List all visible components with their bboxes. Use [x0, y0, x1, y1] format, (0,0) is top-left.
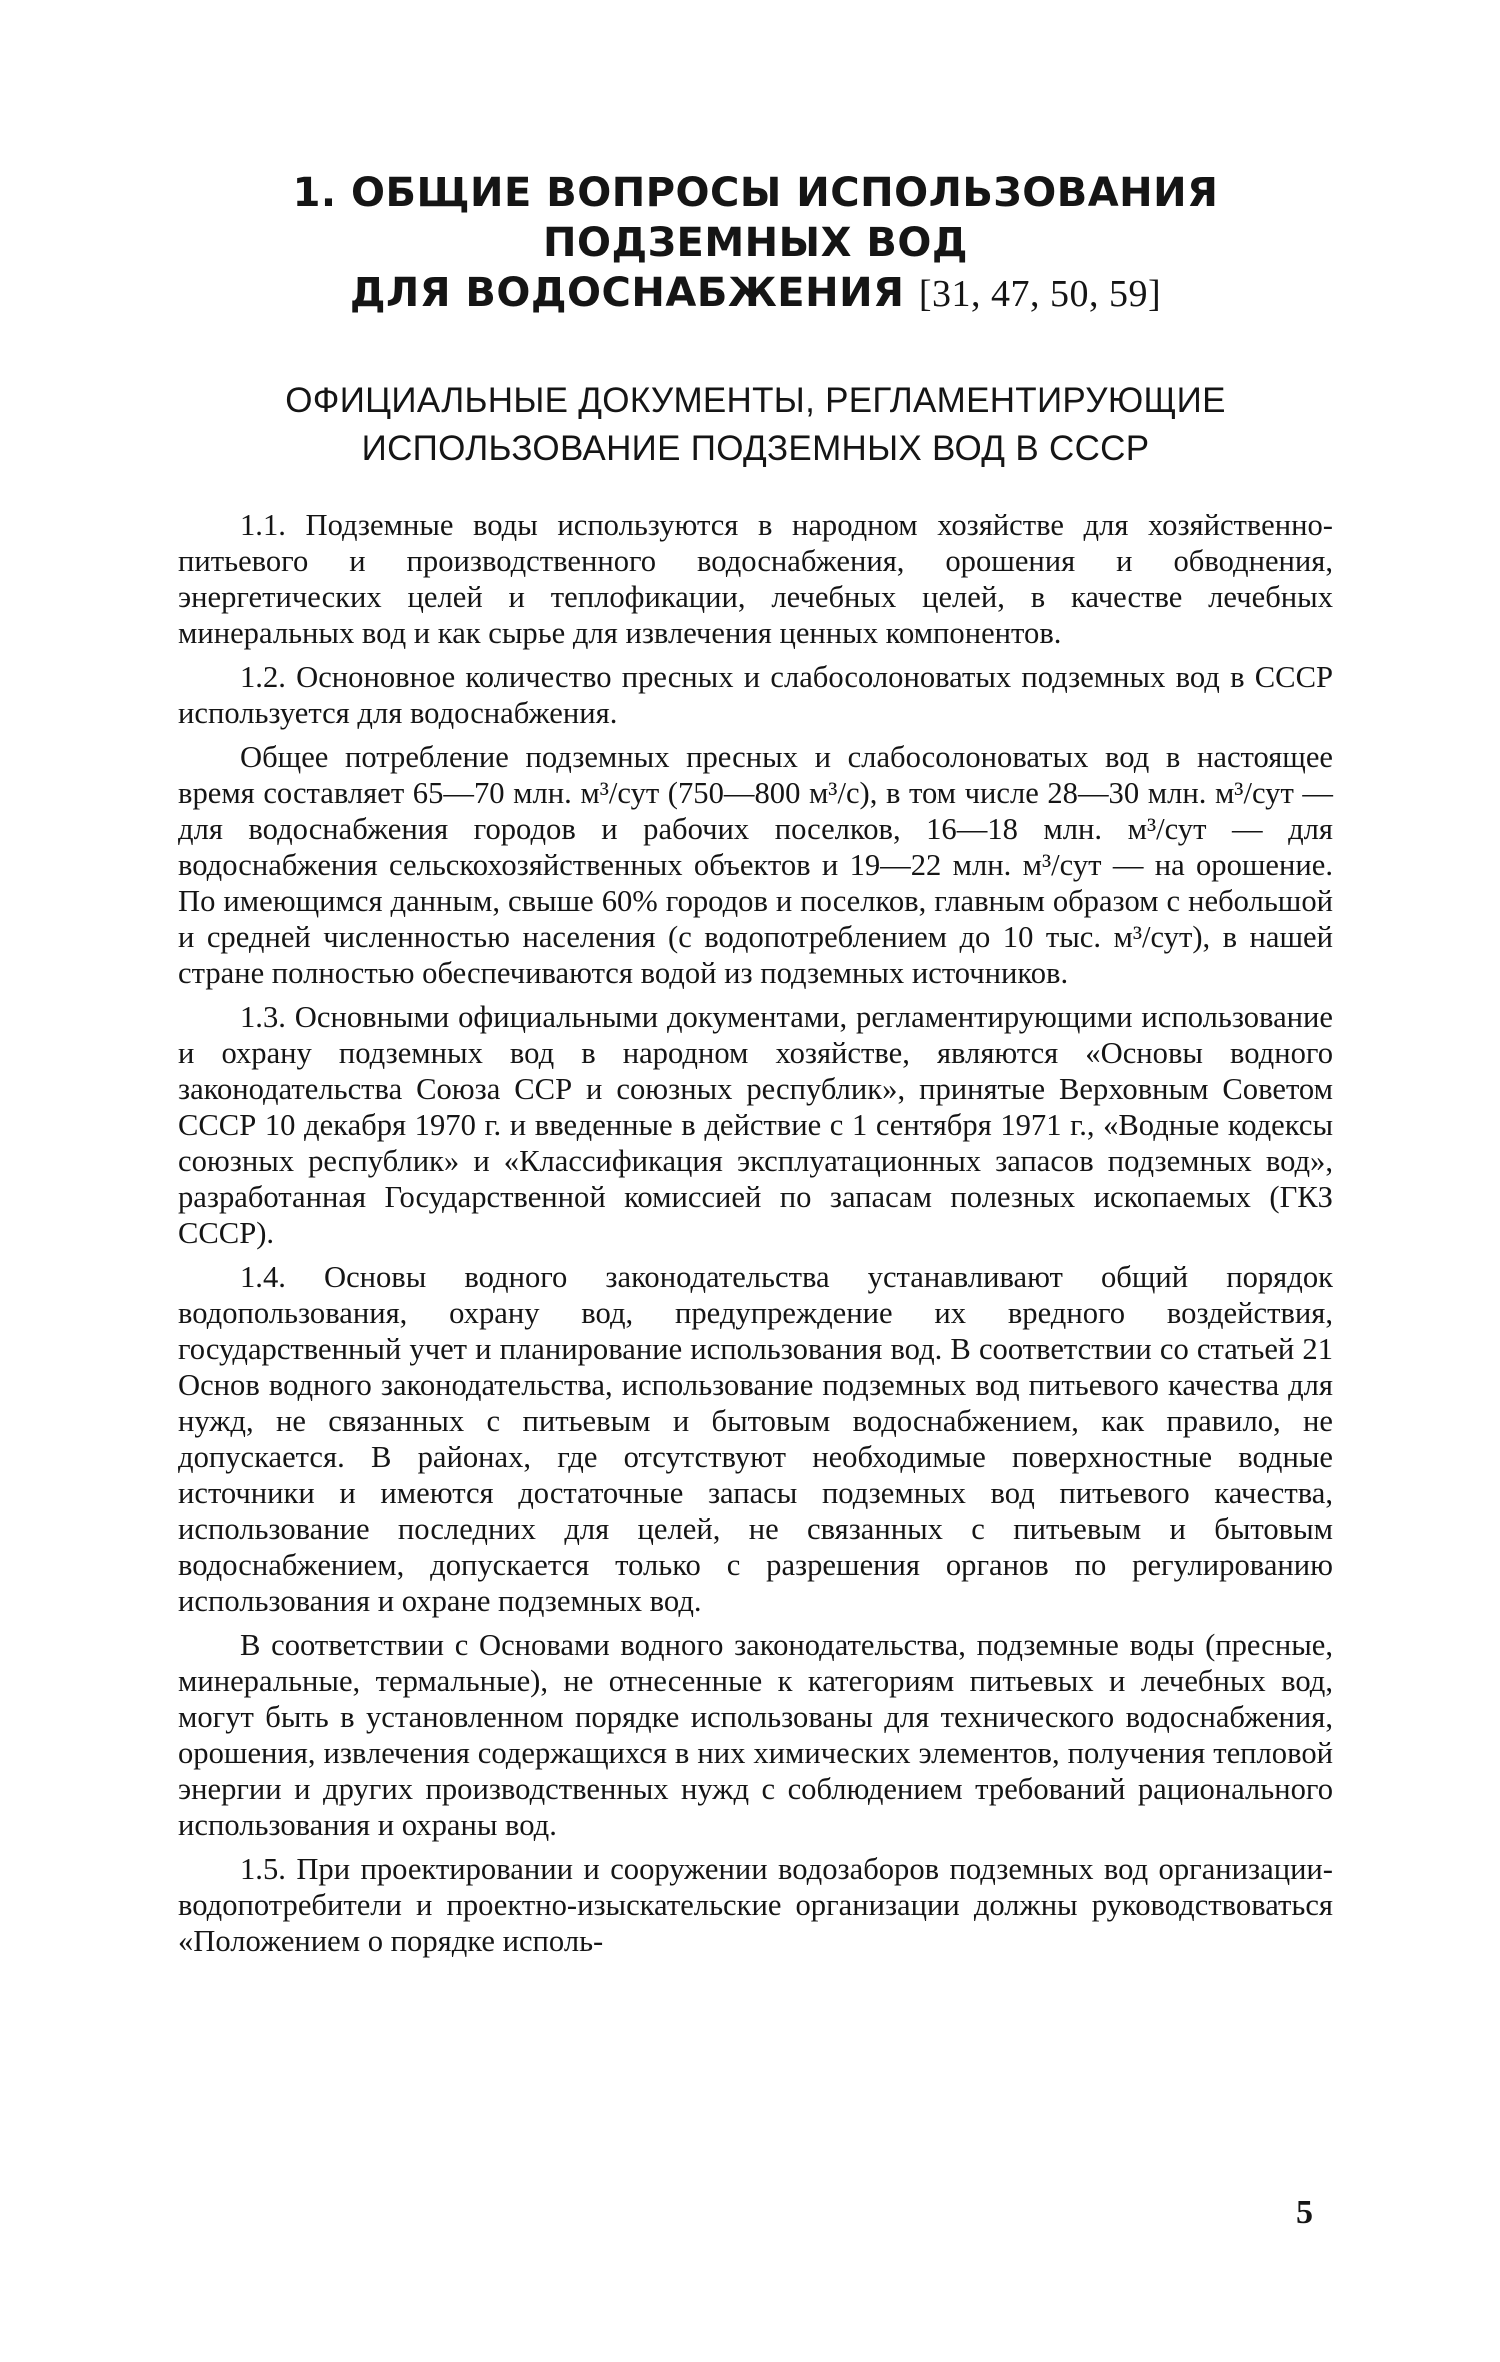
chapter-title	[178, 168, 1333, 319]
paragraph-text: При проектировании и сооружении водозаборов подземных вод организации-водопотребители и проектно-изыскательские организации должны руководствоваться «Положением о порядке исполь-	[178, 1852, 1333, 1958]
paragraph-number: 1.5.	[240, 1852, 286, 1886]
paragraph-1-5	[178, 1851, 1333, 1959]
paragraph-number: 1.1.	[240, 508, 286, 542]
page-number: 5	[1296, 2194, 1313, 2231]
section-title-line1: ОФИЦИАЛЬНЫЕ ДОКУМЕНТЫ, РЕГЛАМЕНТИРУЮЩИЕ	[285, 381, 1226, 420]
paragraph-text: Подземные воды используются в народном хозяйстве для хозяйственно-питьевого и производственного водоснабжения, орошения и обводнения, энергетических целей и теплофикации, лечебных целей, в качестве лечебных минеральных вод и как сырье для извлечения ценных компонентов.	[178, 508, 1333, 650]
section-title-line2: ИСПОЛЬЗОВАНИЕ ПОДЗЕМНЫХ ВОД В СССР	[361, 429, 1150, 468]
chapter-references: [31, 47, 50, 59]	[918, 273, 1162, 315]
paragraph-text: Основными официальными документами, регламентирующими использование и охрану подземных вод в народном хозяйстве, являются «Основы водного законодательства Союза ССР и союзных республик», принятые Верховным Советом СССР 10 декабря 1970 г. и введенные в действие с 1 сентября 1971 г., «Водные кодексы союзных республик» и «Классификация эксплуатационных запасов подземных вод», разработанная Государственной комиссией по запасам полезных ископаемых (ГКЗ СССР).	[178, 1000, 1333, 1250]
section-title	[178, 377, 1333, 473]
paragraph-text: Основы водного законодательства устанавливают общий порядок водопользования, охрану вод, предупреждение их вредного воздействия, государственный учет и планирование использования вод. В соответствии со статьей 21 Основ водного законодательства, использование подземных вод питьевого качества для нужд, не связанных с питьевым и бытовым водоснабжением, как правило, не допускается. В районах, где отсутствуют необходимые поверхностные водные источники и имеются достаточные запасы подземных вод питьевого качества, использование последних для целей, не связанных с питьевым и бытовым водоснабжением, допускается только с разрешения органов по регулированию использования и охране подземных вод.	[178, 1260, 1333, 1618]
paragraph-text: В соответствии с Основами водного законодательства, подземные воды (пресные, минеральные, термальные), не отнесенные к категориям питьевых и лечебных вод, могут быть в установленном порядке использованы для технического водоснабжения, орошения, извлечения содержащихся в них химических элементов, получения тепловой энергии и других производственных нужд с соблюдением требований рационального использования и охраны вод.	[178, 1628, 1333, 1842]
paragraph-text: Общее потребление подземных пресных и слабосолоноватых вод в настоящее время составляет 65—70 млн. м³/сут (750—800 м³/с), в том числе 28—30 млн. м³/сут — для водоснабжения городов и рабочих поселков, 16—18 млн. м³/сут — для водоснабжения сельскохозяйственных объектов и 19—22 млн. м³/сут — на орошение. По имеющимся данным, свыше 60% городов и поселков, главным образом с небольшой и средней численностью населения (с водопотреблением до 10 тыс. м³/сут), в нашей стране полностью обеспечиваются водой из подземных источников.	[178, 740, 1333, 990]
book-page	[178, 168, 1333, 1967]
paragraph-1-1	[178, 507, 1333, 651]
paragraph-number: 1.2.	[240, 660, 286, 694]
paragraph-number: 1.3.	[240, 1000, 286, 1034]
paragraph-technical-use	[178, 1627, 1333, 1843]
chapter-title-line2: ДЛЯ ВОДОСНАБЖЕНИЯ	[349, 270, 905, 316]
paragraph-1-3	[178, 999, 1333, 1251]
paragraph-1-4	[178, 1259, 1333, 1619]
paragraph-consumption	[178, 739, 1333, 991]
paragraph-number: 1.4.	[240, 1260, 286, 1294]
paragraph-1-2	[178, 659, 1333, 731]
chapter-title-line1: 1. ОБЩИЕ ВОПРОСЫ ИСПОЛЬЗОВАНИЯ ПОДЗЕМНЫХ ВОД	[292, 170, 1219, 266]
paragraph-text: Осноновное количество пресных и слабосолоноватых подземных вод в СССР используется для водоснабжения.	[178, 660, 1333, 730]
